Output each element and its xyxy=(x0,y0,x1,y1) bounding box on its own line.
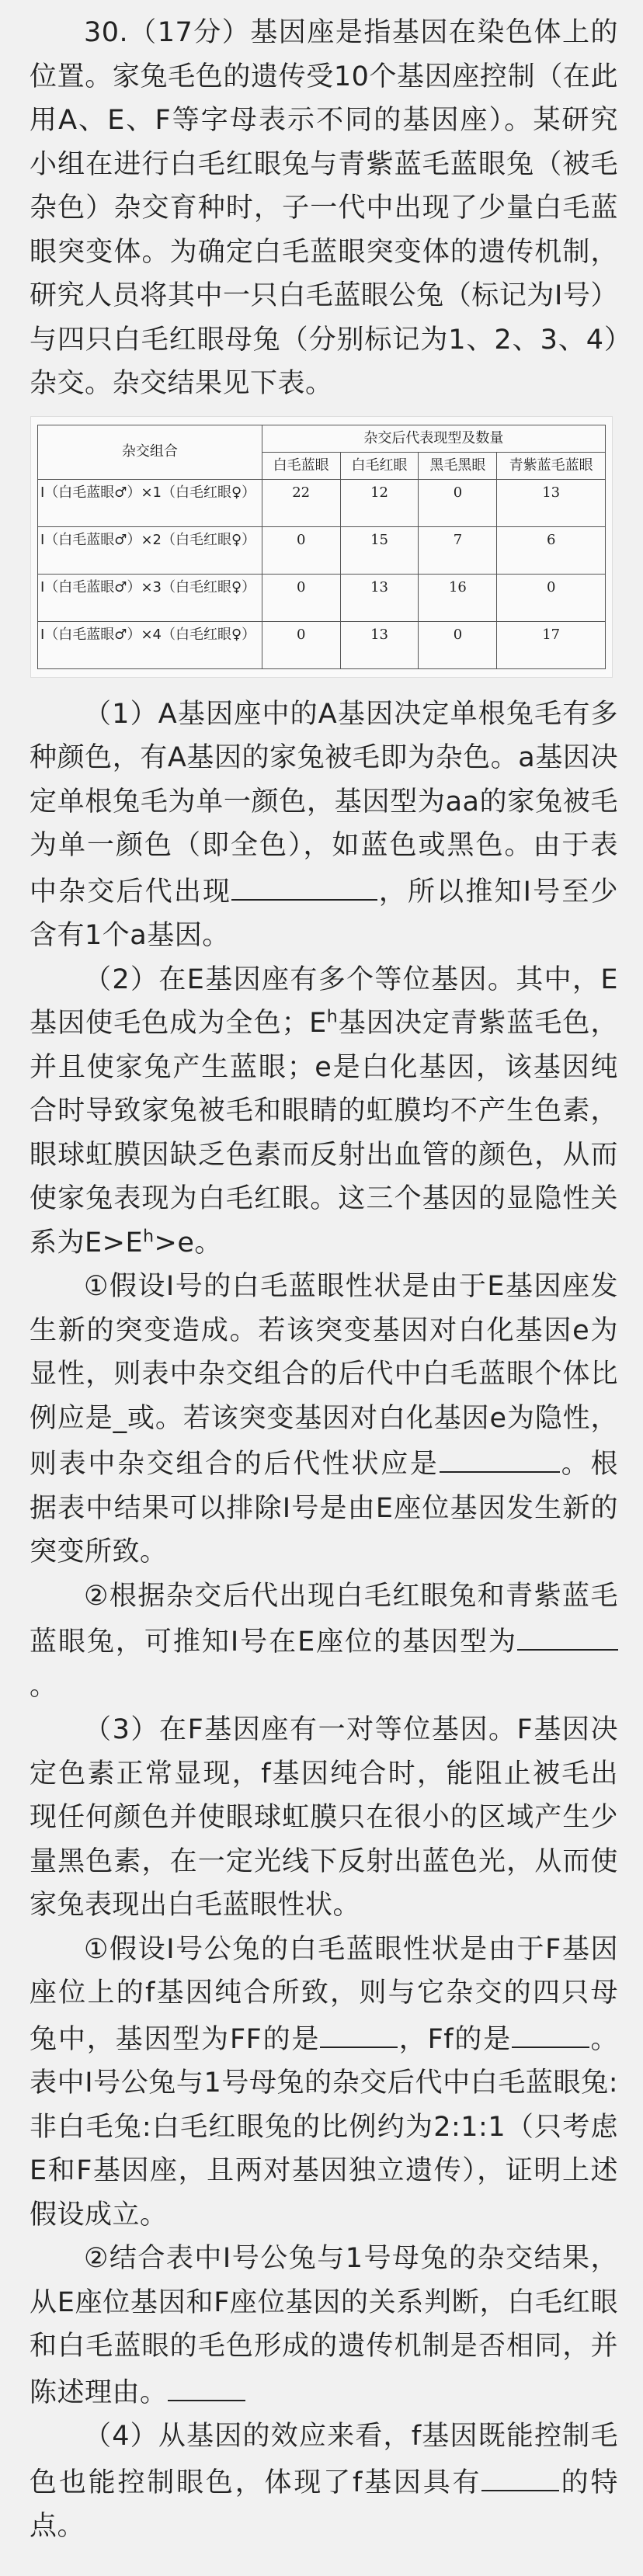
table-header-row xyxy=(38,425,606,452)
value-cell: 6 xyxy=(497,526,606,574)
value-cell: 17 xyxy=(497,621,606,668)
answer-blank[interactable] xyxy=(512,2015,589,2048)
value-cell: 0 xyxy=(262,621,340,668)
table-row xyxy=(38,574,606,621)
offspring-group-header: 杂交后代表现型及数量 xyxy=(262,425,605,452)
table-row xyxy=(38,479,606,526)
q2-1-text-end: 。根据表中结果可以排除Ⅰ号是由E座位基因发生新的突变所致。 xyxy=(30,1449,618,1567)
value-cell: 0 xyxy=(262,574,340,621)
sub-question-3 xyxy=(30,1708,618,1928)
intro-text: 30.（17分）基因座是指基因在染色体上的位置。家兔毛色的遗传受10个基因座控制（在此用A、E、F等字母表示不同的基因座）。某研究小组在进行白毛红眼兔与青紫蓝毛蓝眼兔（被毛杂色）杂交育种时，子一代中出现了少量白毛蓝眼突变体。为确定白毛蓝眼突变体的遗传机制，研究人员将其中一只白毛蓝眼公兔（标记为Ⅰ号）与四只白毛红眼母兔（分别标记为1、2、3、4）杂交。杂交结果见下表。 xyxy=(30,17,618,399)
q2-text-mid: 基因决定青紫蓝毛色，并且使家兔产生蓝眼；e是白化基因，该基因纯合时导致家兔被毛和眼睛的虹膜均不产生色素，眼球虹膜因缺乏色素而反射出血管的颜色，从而使家兔表现为白毛红眼。这三个基因的显隐性关系为E>E xyxy=(30,1008,618,1258)
table-row xyxy=(38,526,606,574)
sub-question-3-1 xyxy=(30,1928,618,2238)
value-cell: 0 xyxy=(497,574,606,621)
value-cell: 0 xyxy=(419,621,497,668)
q3-2-text: ②结合表中Ⅰ号公兔与1号母兔的杂交结果，从E座位基因和F座位基因的关系判断，白毛红眼和白毛蓝眼的毛色形成的遗传机制是否相同，并陈述理由。 xyxy=(30,2243,618,2408)
sub-question-4 xyxy=(30,2415,618,2549)
combo-header: 杂交组合 xyxy=(38,425,262,479)
answer-blank[interactable] xyxy=(517,1618,618,1651)
value-cell: 15 xyxy=(340,526,419,574)
q3-1-text-mid: ，Ff的是 xyxy=(398,2023,513,2055)
q3-1-text-end: 。表中Ⅰ号公兔与1号母兔的杂交后代中白毛蓝眼兔:非白毛兔:白毛红眼兔的比例约为2:1:1（只考虑E和F基因座，且两对基因独立遗传），证明上述假设成立。 xyxy=(30,2023,618,2231)
value-cell: 7 xyxy=(419,526,497,574)
q2-text-end: >e。 xyxy=(154,1227,222,1258)
answer-blank[interactable] xyxy=(231,868,377,901)
value-cell: 13 xyxy=(340,574,419,621)
q4-text: （4）从基因的效应来看，f基因既能控制毛色也能控制眼色，体现了f基因具有 xyxy=(30,2421,618,2498)
cross-results-table-container xyxy=(31,417,612,677)
column-header: 黑毛黑眼 xyxy=(419,452,497,479)
column-header: 白毛蓝眼 xyxy=(262,452,340,479)
sub-question-2 xyxy=(30,958,618,1265)
sub-question-2-2 xyxy=(30,1574,618,1709)
answer-blank[interactable] xyxy=(481,2459,559,2491)
value-cell: 0 xyxy=(419,479,497,526)
cross-results-table xyxy=(37,425,606,669)
q2-2-text: ②根据杂交后代出现白毛红眼兔和青紫蓝毛蓝眼兔，可推知Ⅰ号在E座位的基因型为 xyxy=(30,1580,618,1658)
column-header: 白毛红眼 xyxy=(340,452,419,479)
combo-cell: Ⅰ（白毛蓝眼♂）×4（白毛红眼♀） xyxy=(38,621,262,668)
sub-question-2-1 xyxy=(30,1265,618,1574)
q2-1-text: ①假设Ⅰ号的白毛蓝眼性状是由于E基因座发生新的突变造成。若该突变基因对白化基因e为显性，则表中杂交组合的后代中白毛蓝眼个体比例应是_或。若该突变基因对白化基因e为隐性，则表中杂交组合的后代性状应是 xyxy=(30,1271,618,1480)
q3-text: （3）在F基因座有一对等位基因。F基因决定色素正常显现，f基因纯合时，能阻止被毛出现任何颜色并使眼球虹膜只在很小的区域产生少量黑色素，在一定光线下反射出蓝色光，从而使家兔表现出白毛蓝眼性状。 xyxy=(30,1714,618,1921)
answer-blank[interactable] xyxy=(168,2369,245,2401)
answer-blank[interactable] xyxy=(320,2015,398,2048)
superscript: h xyxy=(143,1226,155,1246)
answer-blank[interactable] xyxy=(440,1440,560,1473)
column-header: 青紫蓝毛蓝眼 xyxy=(497,452,606,479)
value-cell: 0 xyxy=(262,526,340,574)
combo-cell: Ⅰ（白毛蓝眼♂）×1（白毛红眼♀） xyxy=(38,479,262,526)
value-cell: 13 xyxy=(497,479,606,526)
table-row xyxy=(38,621,606,668)
q4-text-end: 的特点。 xyxy=(30,2467,618,2542)
combo-cell: Ⅰ（白毛蓝眼♂）×2（白毛红眼♀） xyxy=(38,526,262,574)
value-cell: 16 xyxy=(419,574,497,621)
q2-text: （2）在E基因座有多个等位基因。其中，E基因使毛色成为全色；E xyxy=(30,963,618,1039)
question-intro xyxy=(30,0,618,406)
value-cell: 22 xyxy=(262,479,340,526)
q1-text-end: ，所以推知Ⅰ号至少含有1个a基因。 xyxy=(30,876,618,951)
q2-2-text-end: 。 xyxy=(30,1670,57,1702)
value-cell: 13 xyxy=(340,621,419,668)
q3-1-text: ①假设Ⅰ号公兔的白毛蓝眼性状是由于F基因座位上的f基因纯合所致，则与它杂交的四只母兔中，基因型为FF的是 xyxy=(30,1933,618,2055)
q1-text: （1）A基因座中的A基因决定单根兔毛有多种颜色，有A基因的家兔被毛即为杂色。a基因决定单根兔毛为单一颜色，基因型为aa的家兔被毛为单一颜色（即全色），如蓝色或黑色。由于表中杂交后代出现 xyxy=(30,698,618,908)
value-cell: 12 xyxy=(340,479,419,526)
sub-question-1 xyxy=(30,693,618,958)
superscript: h xyxy=(326,1007,339,1027)
sub-question-3-2 xyxy=(30,2237,618,2415)
combo-cell: Ⅰ（白毛蓝眼♂）×3（白毛红眼♀） xyxy=(38,574,262,621)
